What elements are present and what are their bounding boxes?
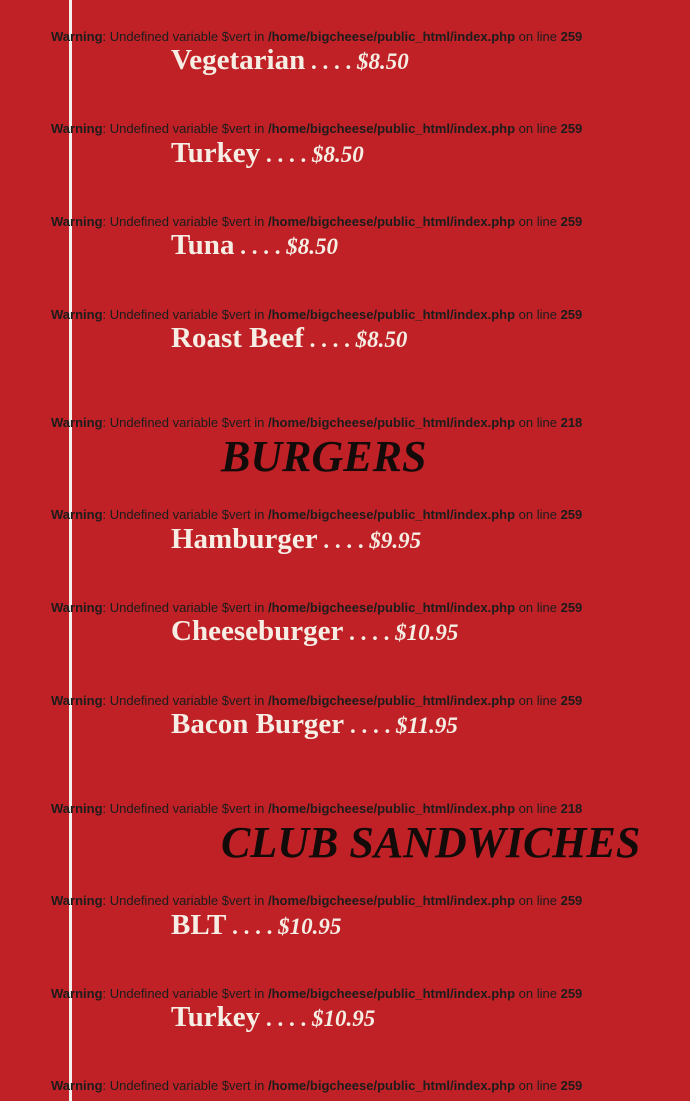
item-dots: . . . . xyxy=(260,1006,312,1031)
item-dots: . . . . xyxy=(260,142,312,167)
item-dots: . . . . xyxy=(226,914,279,939)
item-name: Bacon Burger xyxy=(171,708,345,740)
item-name: Vegetarian xyxy=(171,44,306,76)
item-dots: . . . . xyxy=(234,234,287,259)
item-price: $10.95 xyxy=(311,1006,376,1031)
php-warning: Warning: Undefined variable $vert in /home/bigcheese/public_html/index.php on line 259 xyxy=(51,986,583,1001)
item-name: Turkey xyxy=(171,137,261,169)
item-dots: . . . . xyxy=(317,528,370,553)
vertical-rule xyxy=(69,0,72,1101)
item-price: $10.95 xyxy=(278,914,342,939)
section-title-club-sandwiches: CLUB SANDWICHES xyxy=(221,818,641,867)
item-price: $8.50 xyxy=(311,142,364,167)
php-warning: Warning: Undefined variable $vert in /home/bigcheese/public_html/index.php on line 259 xyxy=(51,214,583,229)
item-name: Turkey xyxy=(171,1001,261,1033)
item-price: $8.50 xyxy=(355,327,408,352)
php-warning: Warning: Undefined variable $vert in /home/bigcheese/public_html/index.php on line 218 xyxy=(51,801,583,816)
item-name: Tuna xyxy=(171,229,235,261)
menu-item xyxy=(171,1003,375,1032)
menu-item xyxy=(171,46,409,75)
item-name: Hamburger xyxy=(171,523,318,555)
item-price: $9.95 xyxy=(369,528,422,553)
section-title-burgers: BURGERS xyxy=(221,432,427,481)
php-warning: Warning: Undefined variable $vert in /home/bigcheese/public_html/index.php on line 259 xyxy=(51,893,583,908)
php-warning: Warning: Undefined variable $vert in /home/bigcheese/public_html/index.php on line 259 xyxy=(51,600,583,615)
php-warning: Warning: Undefined variable $vert in /home/bigcheese/public_html/index.php on line 259 xyxy=(51,1078,583,1093)
php-warning: Warning: Undefined variable $vert in /home/bigcheese/public_html/index.php on line 259 xyxy=(51,121,583,136)
menu-item xyxy=(171,324,407,353)
php-warning: Warning: Undefined variable $vert in /home/bigcheese/public_html/index.php on line 259 xyxy=(51,307,583,322)
item-price: $11.95 xyxy=(395,713,458,738)
item-dots: . . . . xyxy=(344,713,396,738)
php-warning: Warning: Undefined variable $vert in /home/bigcheese/public_html/index.php on line 259 xyxy=(51,29,583,44)
item-dots: . . . . xyxy=(343,620,396,645)
item-price: $8.50 xyxy=(286,234,338,259)
menu-item xyxy=(171,710,458,739)
menu-item xyxy=(171,139,364,168)
menu-item xyxy=(171,617,458,646)
menu-item xyxy=(171,911,341,940)
item-name: BLT xyxy=(171,909,227,941)
item-name: Roast Beef xyxy=(171,322,304,354)
item-name: Cheeseburger xyxy=(171,615,344,647)
item-price: $8.50 xyxy=(357,49,409,74)
php-warning: Warning: Undefined variable $vert in /home/bigcheese/public_html/index.php on line 259 xyxy=(51,693,583,708)
item-dots: . . . . xyxy=(303,327,356,352)
menu-item xyxy=(171,231,338,260)
php-warning: Warning: Undefined variable $vert in /home/bigcheese/public_html/index.php on line 259 xyxy=(51,507,583,522)
menu-item xyxy=(171,525,421,554)
item-dots: . . . . xyxy=(305,49,357,74)
item-price: $10.95 xyxy=(395,620,459,645)
php-warning: Warning: Undefined variable $vert in /home/bigcheese/public_html/index.php on line 218 xyxy=(51,415,583,430)
